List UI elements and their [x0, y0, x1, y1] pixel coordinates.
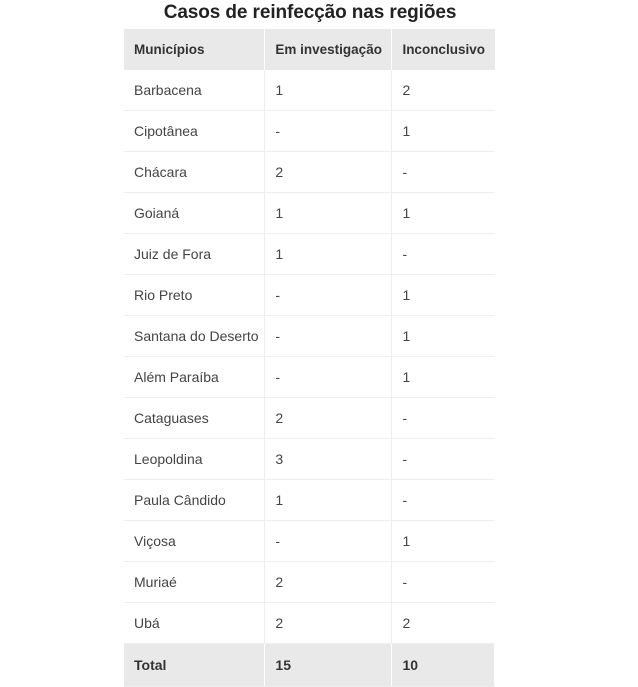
table-row	[124, 111, 495, 152]
header-municipios: Municípios	[124, 29, 265, 70]
cell-municipio: Além Paraíba	[124, 357, 265, 398]
table-row	[124, 439, 495, 480]
cell-inconclusivo: 1	[392, 316, 495, 357]
table-row	[124, 234, 495, 275]
reinfection-table	[124, 29, 495, 687]
cell-em-investigacao: -	[265, 111, 392, 152]
table-row	[124, 521, 495, 562]
cell-municipio: Leopoldina	[124, 439, 265, 480]
cell-municipio: Cataguases	[124, 398, 265, 439]
cell-em-investigacao: 1	[265, 70, 392, 111]
cell-inconclusivo: -	[392, 439, 495, 480]
table-body	[124, 70, 495, 687]
header-em-investigacao: Em investigação	[265, 29, 392, 70]
table-row	[124, 357, 495, 398]
cell-inconclusivo: 1	[392, 357, 495, 398]
table-row	[124, 398, 495, 439]
cell-em-investigacao: 2	[265, 603, 392, 644]
cell-municipio: Muriaé	[124, 562, 265, 603]
cell-municipio: Rio Preto	[124, 275, 265, 316]
table-header-row	[124, 29, 495, 70]
cell-inconclusivo: 1	[392, 111, 495, 152]
table-row	[124, 603, 495, 644]
cell-em-investigacao: 2	[265, 398, 392, 439]
total-inconclusivo: 10	[392, 644, 495, 687]
table-row	[124, 275, 495, 316]
cell-em-investigacao: 1	[265, 193, 392, 234]
cell-inconclusivo: -	[392, 398, 495, 439]
cell-municipio: Barbacena	[124, 70, 265, 111]
header-inconclusivo: Inconclusivo	[392, 29, 495, 70]
total-row	[124, 644, 495, 687]
cell-inconclusivo: 1	[392, 193, 495, 234]
table-row	[124, 480, 495, 521]
table-row	[124, 70, 495, 111]
total-label: Total	[124, 644, 265, 687]
cell-municipio: Paula Cândido	[124, 480, 265, 521]
total-em-investigacao: 15	[265, 644, 392, 687]
cell-inconclusivo: -	[392, 480, 495, 521]
cell-municipio: Viçosa	[124, 521, 265, 562]
cell-municipio: Chácara	[124, 152, 265, 193]
cell-inconclusivo: 2	[392, 603, 495, 644]
cell-inconclusivo: 1	[392, 521, 495, 562]
cell-em-investigacao: 3	[265, 439, 392, 480]
cell-inconclusivo: -	[392, 234, 495, 275]
table-row	[124, 152, 495, 193]
cell-municipio: Goianá	[124, 193, 265, 234]
cell-em-investigacao: 2	[265, 562, 392, 603]
cell-em-investigacao: 1	[265, 480, 392, 521]
cell-municipio: Santana do Deserto	[124, 316, 265, 357]
cell-em-investigacao: -	[265, 521, 392, 562]
table-title: Casos de reinfecção nas regiões	[163, 2, 457, 23]
cell-em-investigacao: 2	[265, 152, 392, 193]
cell-inconclusivo: 1	[392, 275, 495, 316]
cell-inconclusivo: -	[392, 152, 495, 193]
cell-em-investigacao: -	[265, 316, 392, 357]
table-row	[124, 316, 495, 357]
cell-em-investigacao: -	[265, 275, 392, 316]
cell-inconclusivo: 2	[392, 70, 495, 111]
cell-municipio: Ubá	[124, 603, 265, 644]
cell-municipio: Juiz de Fora	[124, 234, 265, 275]
table-row	[124, 562, 495, 603]
cell-em-investigacao: 1	[265, 234, 392, 275]
cell-inconclusivo: -	[392, 562, 495, 603]
cell-municipio: Cipotânea	[124, 111, 265, 152]
cell-em-investigacao: -	[265, 357, 392, 398]
table-row	[124, 193, 495, 234]
